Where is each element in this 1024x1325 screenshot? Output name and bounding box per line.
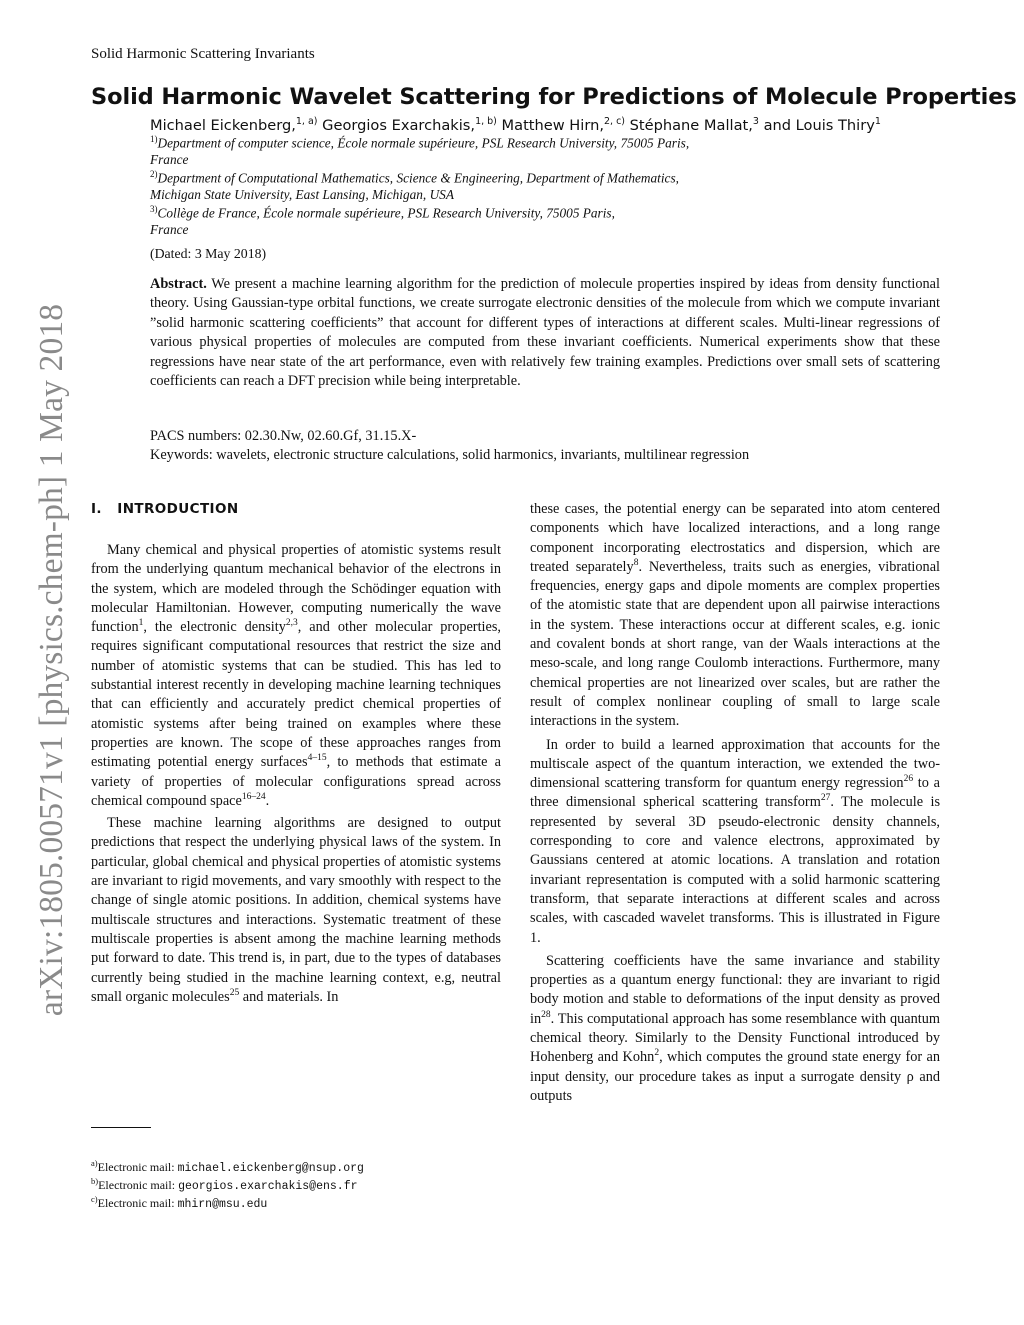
footnote xyxy=(91,1158,364,1175)
keywords: Keywords: wavelets, electronic structure calculations, solid harmonics, invariants, multilinear regression xyxy=(150,447,750,463)
footnote-label: Electronic mail: xyxy=(98,1178,179,1192)
running-head: Solid Harmonic Scattering Invariants xyxy=(91,46,315,62)
affiliation-line: Collège de France, École normale supérieure, PSL Research University, 75005 Paris, xyxy=(157,205,615,221)
author-affiliation-marker: 2, c) xyxy=(603,116,625,127)
author-name: Stéphane Mallat, xyxy=(629,116,753,134)
left-column xyxy=(91,541,501,1007)
affiliation-line: France xyxy=(150,152,189,167)
author-name: Matthew Hirn, xyxy=(501,116,604,134)
author-name: Michael Eickenberg, xyxy=(150,116,296,134)
pacs-numbers: PACS numbers: 02.30.Nw, 02.60.Gf, 31.15.X- xyxy=(150,428,417,444)
citation: 26 xyxy=(903,774,914,785)
section-number: I. xyxy=(91,501,102,517)
affiliation-line: Department of Computational Mathematics, Science & Engineering, Department of Mathematics, xyxy=(157,170,679,186)
author-name: and Louis Thiry xyxy=(763,116,875,134)
author-affiliation-marker: 1, a) xyxy=(295,116,318,127)
section-heading xyxy=(91,501,239,517)
citation: 2 xyxy=(654,1048,660,1059)
citation: 27 xyxy=(820,793,831,804)
author-affiliation-marker: 1 xyxy=(874,116,881,127)
text-run: , the electronic density xyxy=(143,619,286,636)
footnote-divider xyxy=(91,1127,151,1128)
author-affiliation-marker: 1, b) xyxy=(475,116,497,127)
citation: 28 xyxy=(541,1009,551,1020)
paragraph xyxy=(530,952,940,1106)
author-affiliation-marker: 3 xyxy=(752,116,759,127)
author-list xyxy=(150,116,881,134)
citation: 2,3 xyxy=(285,618,298,629)
affiliation-2 xyxy=(150,169,679,186)
footnote-marker: a) xyxy=(91,1158,98,1168)
text-run: . Nevertheless, traits such as energies, vibrational frequencies, energy gaps and dipole moments are complex properties of the atomistic state that are dependent upon all pairwise interactions in the system. These interactions occur at different scales, e.g. ionic and covalent bonds at short range, van der Waals interactions at the meso-scale, and long range Coulomb interactions. Furthermore, many chemical properties are not linearized over scales, but are rather the result of complex nonlinear coupling of small to large scale interactions in the system. xyxy=(530,558,941,730)
email-link[interactable]: georgios.exarchakis@ens.fr xyxy=(178,1180,358,1193)
abstract-label: Abstract. xyxy=(150,276,207,292)
footnote xyxy=(91,1176,358,1193)
footnote-marker: b) xyxy=(91,1176,99,1186)
author-name: Georgios Exarchakis, xyxy=(322,116,476,134)
affiliation-2-cont xyxy=(150,187,454,203)
text-run: , to methods that estimate a variety of properties of molecular configurations spread across chemical compound space xyxy=(91,754,501,809)
email-link[interactable]: mhirn@msu.edu xyxy=(177,1198,268,1211)
right-column xyxy=(530,500,940,1106)
text-run: Many chemical and physical properties of atomistic systems result from the underlying quantum mechanical behavior of the electrons in the system, which are modeled through the Schödinger equation with molecular Hamiltonian. However, computing numerically the wave function xyxy=(91,542,501,636)
citation: 8 xyxy=(633,558,639,569)
citation: 25 xyxy=(229,988,240,999)
paragraph xyxy=(91,814,501,1007)
text-run: to a three dimensional spherical scattering transform xyxy=(530,775,940,811)
text-run: , and other molecular properties, requires significant computational resources that restrict the size and number of atomistic systems that can be studied. This has led to substantial interest recently in developing machine learning techniques that can efficiently and accurately predict chemical properties of atomistic systems after being trained on examples where these properties are known. The scope of these approaches ranges from estimating potential energy surfaces xyxy=(91,619,501,771)
footnote xyxy=(91,1194,267,1211)
paragraph xyxy=(530,500,940,732)
dated-line: (Dated: 3 May 2018) xyxy=(150,246,267,261)
affiliation-line: Department of computer science, École normale supérieure, PSL Research University, 75005 Paris, xyxy=(157,135,690,151)
citation: 16–24 xyxy=(241,792,266,803)
affiliation-3 xyxy=(150,204,615,221)
affiliation-marker: 3) xyxy=(150,204,158,214)
arxiv-stamp xyxy=(0,0,100,1325)
affiliation-3-cont xyxy=(150,222,188,238)
text-run: These machine learning algorithms are designed to output predictions that respect the underlying physical laws of the system. In particular, global chemical and physical properties of atomistic systems are invariant to rigid movements, and vary smoothly with respect to the change of single atomic positions. In addition, chemical systems have multiscale structures and interactions. Systematic treatment of these multiscale properties is absent among the machine learning methods put forward to date. This trend is, in part, due to the types of databases currently being studied in the machine learning context, e.g, neutral small organic molecules xyxy=(91,815,501,1005)
text-run: and materials. In xyxy=(239,988,339,1005)
paper-title: Solid Harmonic Wavelet Scattering for Predictions of Molecule Properties xyxy=(91,84,1017,110)
affiliation-line: France xyxy=(150,222,189,237)
footnote-label: Electronic mail: xyxy=(97,1196,178,1210)
text-run: Scattering coefficients have the same invariance and stability properties as a quantum energy functional: they are invariant to rigid body motion and stable to deformations of the input density as proved in xyxy=(530,952,940,1027)
text-run: . This computational approach has some resemblance with quantum chemical theory. Similarly to the Density Functional introduced by Hohenberg and Kohn xyxy=(530,1010,940,1066)
affiliation-1-cont xyxy=(150,152,188,168)
paragraph xyxy=(91,541,501,811)
abstract xyxy=(150,275,940,391)
text-run: . xyxy=(265,792,270,809)
footnote-label: Electronic mail: xyxy=(97,1160,178,1174)
affiliation-1 xyxy=(150,134,689,151)
abstract-text: We present a machine learning algorithm for the prediction of molecule properties inspired by ideas from density functional theory. Using Gaussian-type orbital functions, we create surrogate electronic densities of the molecule from which we compute invariant ”solid harmonic scattering coefficients” that account for different types of interactions at different scales. Multi-linear regressions of various physical properties of molecules are computed from these invariant coefficients. Numerical experiments show that these regressions have near state of the art performance, even with relatively few training examples. Predictions over small sets of scattering coefficients can reach a DFT precision while being interpretable. xyxy=(150,276,940,390)
text-run: In order to build a learned approximation that accounts for the multiscale aspect of the quantum interaction, we extended the two-dimensional scattering transform for quantum energy regression xyxy=(530,736,940,792)
email-link[interactable]: michael.eickenberg@nsup.org xyxy=(177,1162,364,1175)
citation: 1 xyxy=(138,618,144,629)
affiliation-line: Michigan State University, East Lansing, Michigan, USA xyxy=(150,187,454,202)
text-run: , which computes the ground state energy for an input density, our procedure takes as input a surrogate density ρ and outputs xyxy=(530,1049,941,1104)
paragraph xyxy=(530,736,940,948)
affiliation-marker: 1) xyxy=(150,134,158,144)
citation: 4–15 xyxy=(307,753,327,764)
section-title: INTRODUCTION xyxy=(117,501,239,517)
text-run: these cases, the potential energy can be separated into atom centered components which have localized interactions, and a long range component incorporating electrostatics and dispersion, which are treated separately xyxy=(530,501,940,575)
affiliation-marker: 2) xyxy=(150,169,158,179)
arxiv-stamp-text: arXiv:1805.00571v1 [physics.chem-ph] 1 May 2018 xyxy=(33,303,70,1017)
text-run: . The molecule is represented by several 3D pseudo-electronic density channels, corresponding to core and valence electrons, approximated by Gaussians centered at atomic locations. A translation and rotation invariant representation is computed with a solid harmonic scattering transform, that separate interactions at different scales and across scales, with cascaded wavelet transforms. This is illustrated in Figure 1. xyxy=(530,794,941,946)
footnote-marker: c) xyxy=(91,1194,98,1204)
